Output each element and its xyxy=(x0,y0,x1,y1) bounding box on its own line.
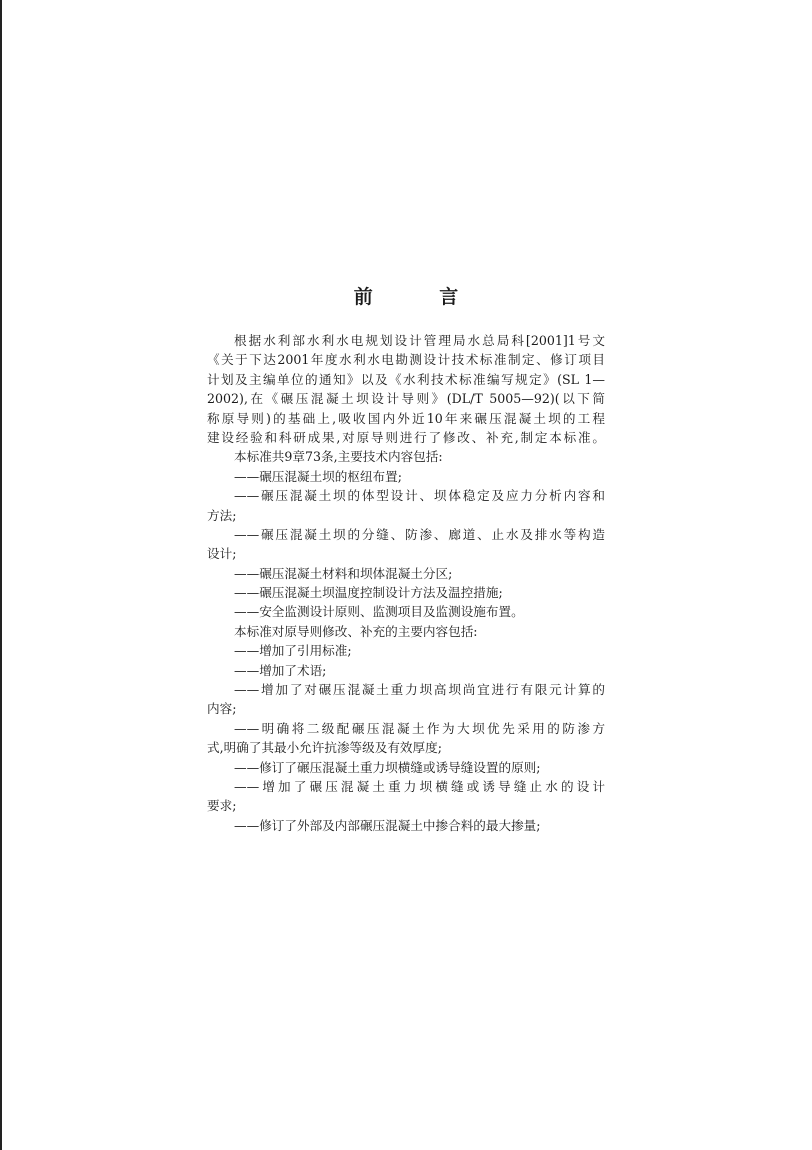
text-line: 要求; xyxy=(207,798,237,814)
text-line: ——增加了术语; xyxy=(234,662,327,678)
text-line: 计划及主编单位的通知》以及《水利技术标准编写规定》(SL 1— xyxy=(207,371,605,387)
text-line: ——增加了引用标准; xyxy=(234,643,352,659)
text-line: 设计; xyxy=(207,546,237,562)
text-line: 建设经验和科研成果,对原导则进行了修改、补充,制定本标准。 xyxy=(207,429,605,445)
text-line: 称原导则)的基础上,吸收国内外近10年来碾压混凝土坝的工程 xyxy=(207,410,605,426)
text-line: ——增加了碾压混凝土重力坝横缝或诱导缝止水的设计 xyxy=(234,778,605,794)
page-edge-rule xyxy=(0,0,2,1150)
text-line: ——明确将二级配碾压混凝土作为大坝优先采用的防渗方 xyxy=(234,720,605,736)
text-line: ——增加了对碾压混凝土重力坝高坝尚宜进行有限元计算的 xyxy=(234,682,605,698)
text-line: ——碾压混凝土坝的分缝、防渗、廊道、止水及排水等构造 xyxy=(234,526,605,542)
text-line: 内容; xyxy=(207,701,237,717)
text-line: 方法; xyxy=(207,507,237,523)
text-line: ——碾压混凝土坝温度控制设计方法及温控措施; xyxy=(234,585,503,601)
text-line: 式,明确了其最小允许抗渗等级及有效厚度; xyxy=(207,740,442,756)
text-line: 本标准对原导则修改、补充的主要内容包括: xyxy=(234,623,478,639)
body-text xyxy=(207,331,605,835)
text-line: 根据水利部水利水电规划设计管理局水总局科[2001]1号文 xyxy=(234,333,605,348)
text-line: ——碾压混凝土材料和坝体混凝土分区; xyxy=(234,565,453,581)
text-line: ——安全监测设计原则、监测项目及监测设施布置。 xyxy=(234,604,524,620)
text-line: ——修订了外部及内部碾压混凝土中掺合料的最大掺量; xyxy=(234,817,541,833)
text-line: ——碾压混凝土坝的体型设计、坝体稳定及应力分析内容和 xyxy=(234,488,605,504)
text-line: 本标准共9章73条,主要技术内容包括: xyxy=(234,449,443,465)
text-line: ——碾压混凝土坝的枢纽布置; xyxy=(234,468,402,484)
text-line: 《关于下达2001年度水利水电勘测设计技术标准制定、修订项目 xyxy=(207,352,605,368)
text-line: 2002),在《碾压混凝土坝设计导则》(DL/T 5005—92)(以下简 xyxy=(207,391,605,407)
page-title: 前 言 xyxy=(353,286,489,308)
text-line: ——修订了碾压混凝土重力坝横缝或诱导缝设置的原则; xyxy=(234,759,541,775)
